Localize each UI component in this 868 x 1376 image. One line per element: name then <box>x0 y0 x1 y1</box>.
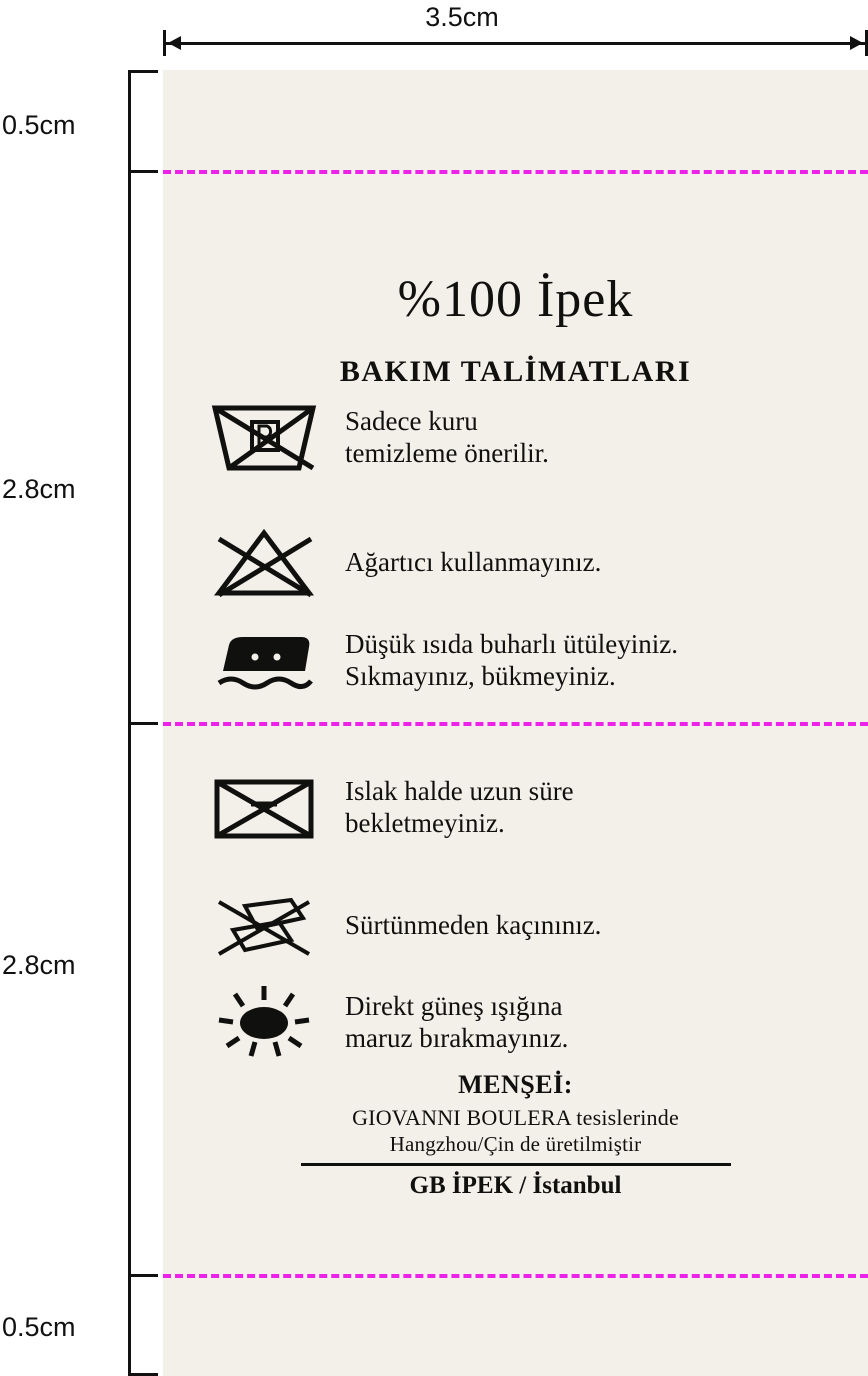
care-line-2: temizleme önerilir. <box>345 438 549 468</box>
care-row-text <box>345 991 568 1055</box>
guide-line-bottom <box>163 1274 868 1278</box>
origin-heading: MENŞEİ: <box>458 1070 573 1099</box>
care-row-text <box>345 629 678 693</box>
care-line-1: Direkt güneş ışığına <box>345 991 563 1022</box>
care-row-text <box>345 406 549 470</box>
do-not-soak-icon <box>205 770 323 846</box>
care-row-text <box>345 910 601 942</box>
dry-clean-p-icon <box>205 400 323 476</box>
guide-line-top <box>163 170 868 174</box>
care-row <box>205 623 865 699</box>
width-dimension-line <box>163 42 868 45</box>
care-line-1: Düşük ısıda buharlı ütüleyiniz. <box>345 629 678 660</box>
vertical-tick-middle <box>128 722 158 725</box>
vertical-tick-upper <box>128 170 158 173</box>
origin-divider <box>301 1163 731 1166</box>
origin-line-1: GIOVANNI BOULERA tesislerinde <box>352 1105 679 1130</box>
origin-brand: GB İPEK / İstanbul <box>409 1172 622 1199</box>
lower-section-label: 2.8cm <box>2 950 76 980</box>
care-line-2: maruz bırakmayınız. <box>345 1023 569 1053</box>
care-line-2: bekletmeyiniz. <box>345 808 505 838</box>
label-title: %100 İpek <box>397 271 634 328</box>
care-row <box>205 400 845 476</box>
origin-line-2: Hangzhou/Çin de üretilmiştir <box>389 1132 642 1156</box>
guide-line-middle <box>163 722 868 726</box>
no-direct-sunlight-icon <box>205 980 323 1066</box>
care-row-text <box>345 547 601 579</box>
care-row <box>205 888 845 964</box>
vertical-tick-top <box>128 70 158 73</box>
label-subtitle: BAKIM TALİMATLARI <box>339 355 692 388</box>
width-arrow-left-icon <box>168 36 181 50</box>
care-row-text <box>345 776 574 840</box>
origin-block <box>163 1070 868 1200</box>
top-margin-label: 0.5cm <box>2 110 76 140</box>
care-row <box>205 525 845 601</box>
care-line-1: Sadece kuru <box>345 406 478 437</box>
vertical-tick-lower <box>128 1274 158 1277</box>
care-line-1: Islak halde uzun süre <box>345 776 574 807</box>
width-dimension-label: 3.5cm <box>425 2 499 32</box>
care-label-artwork <box>163 70 868 1376</box>
care-line-1: Sürtünmeden kaçınınız. <box>345 910 602 941</box>
care-line-1: Ağartıcı kullanmayınız. <box>345 547 602 578</box>
width-arrow-right-icon <box>850 36 863 50</box>
care-line-2: Sıkmayınız, bükmeyiniz. <box>345 661 616 691</box>
no-rubbing-icon <box>205 888 323 964</box>
iron-low-steam-icon <box>205 623 323 699</box>
upper-section-label: 2.8cm <box>2 474 76 504</box>
width-dimension-tick-left <box>163 30 166 56</box>
care-row <box>205 770 845 846</box>
bottom-margin-label: 0.5cm <box>2 1312 76 1342</box>
do-not-bleach-icon <box>205 525 323 601</box>
care-row <box>205 980 845 1066</box>
